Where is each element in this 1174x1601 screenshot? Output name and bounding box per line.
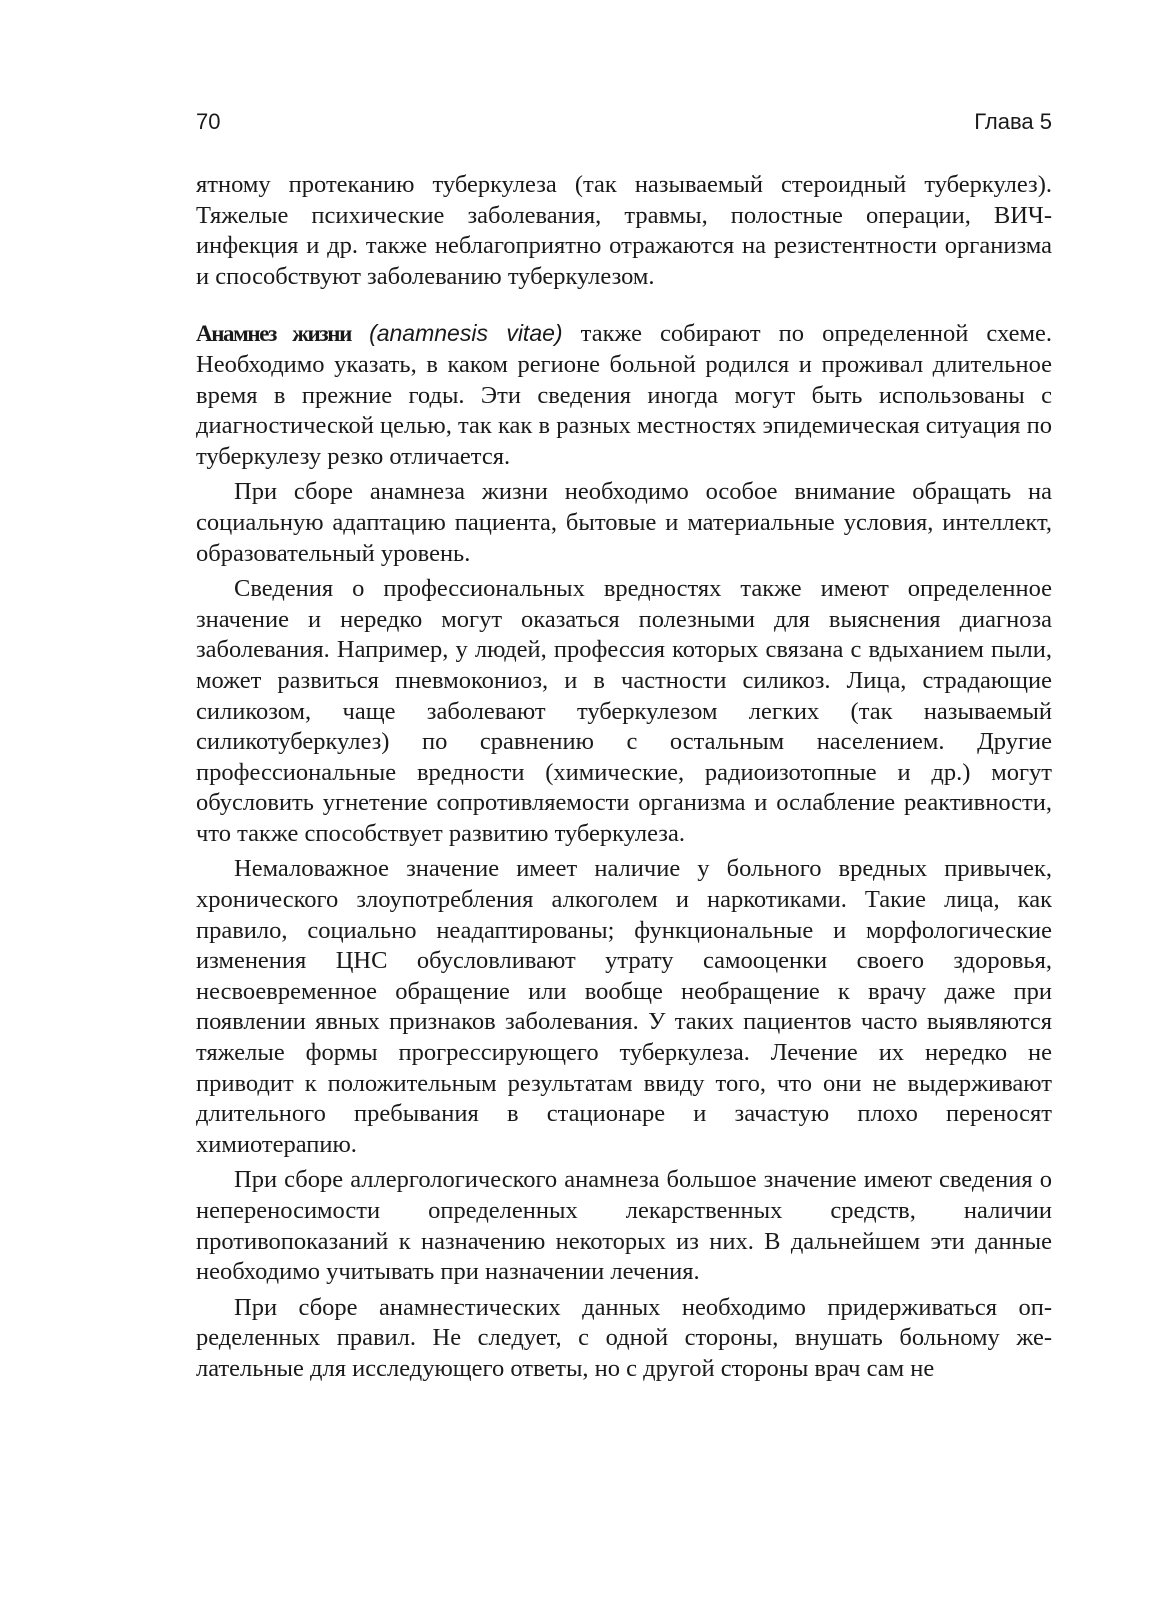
paragraph-anamnesis-rules: При сборе анамнестических данных необходимо придерживаться определенных правил. Не следует, с одной стороны, внушать больному желательные для исследующего ответы, но с другой стороны врач сам не <box>196 1293 1052 1382</box>
paragraph-occupational-hazards: Сведения о профессиональных вредностях также имеют определенное значение и нередко могут оказаться полезными для выяснения диагноза заболевания. Например, у людей, профессия которых связана с вдыханием пыли, может развиться пневмокониоз, и в частности силикоз. Лица, страдающие силикозом, чаще заболевают туберкулезом легких (так называемый силикотуберкулез) по сравнению с остальным населением. Другие профессиональные вредности (химические, радиоизотопные и др.) могут обусловить угнетение сопротивляемости организма и ослабление реактивности, что также способствует развитию туберкулеза. <box>196 575 1052 847</box>
body-text <box>196 170 1052 1385</box>
latin-term: (anamnesis vitae) <box>369 320 563 347</box>
paragraph-bad-habits: Немаловажное значение имеет наличие у больного вредных привычек, хронического злоупотребления алкоголем и наркотиками. Такие лица, как правило, социально неадаптированы; функциональные и морфологические изменения ЦНС обусловливают утрату самооценки своего здоровья, несвоевременное обращение или вообще необращение к врачу даже при появлении явных признаков заболевания. У таких пациентов часто выявляются тяжелые формы прогрессирующего туберкулеза. Лечение их нередко не приводит к положительным результатам ввиду того, что они не выдерживают длительного пребывания в стационаре и зачастую плохо переносят химиотерапию. <box>196 855 1052 1158</box>
book-page <box>196 108 1052 1390</box>
paragraph-life-history <box>196 318 1052 472</box>
paragraph-text: также собирают по определенной схеме. Необходимо указать, в каком регионе больной родился и проживал длительное время в прежние годы. Эти сведения иногда могут быть использованы с диагностической целью, так как в разных местностях эпидемическая ситуация по туберкулезу резко отличается. <box>196 320 1053 470</box>
paragraph-allergy-history: При сборе аллергологического анамнеза большое значение имеют сведения о непереносимости определенных лекарственных средств, наличии противопоказаний к назначению некоторых из них. В дальнейшем эти данные необходимо учитывать при назначении лечения. <box>196 1166 1052 1286</box>
running-head <box>196 108 1052 136</box>
paragraph-social-adaptation: При сборе анамнеза жизни необходимо особое внимание обращать на социальную адаптацию пациента, бытовые и материальные условия, интеллект, образовательный уровень. <box>196 478 1052 567</box>
chapter-title: Глава 5 <box>974 109 1052 134</box>
paragraph-continuation: ятному протеканию туберкулеза (так называемый стероидный туберкулез). Тяжелые психические заболевания, травмы, полостные операции, ВИЧ-инфекция и др. также неблагоприятно отражаются на резистентности организма и способствуют заболеванию туберкулезом. <box>196 171 1052 290</box>
run-in-heading: Анамнез жизни <box>196 321 351 347</box>
page-number: 70 <box>196 109 221 134</box>
